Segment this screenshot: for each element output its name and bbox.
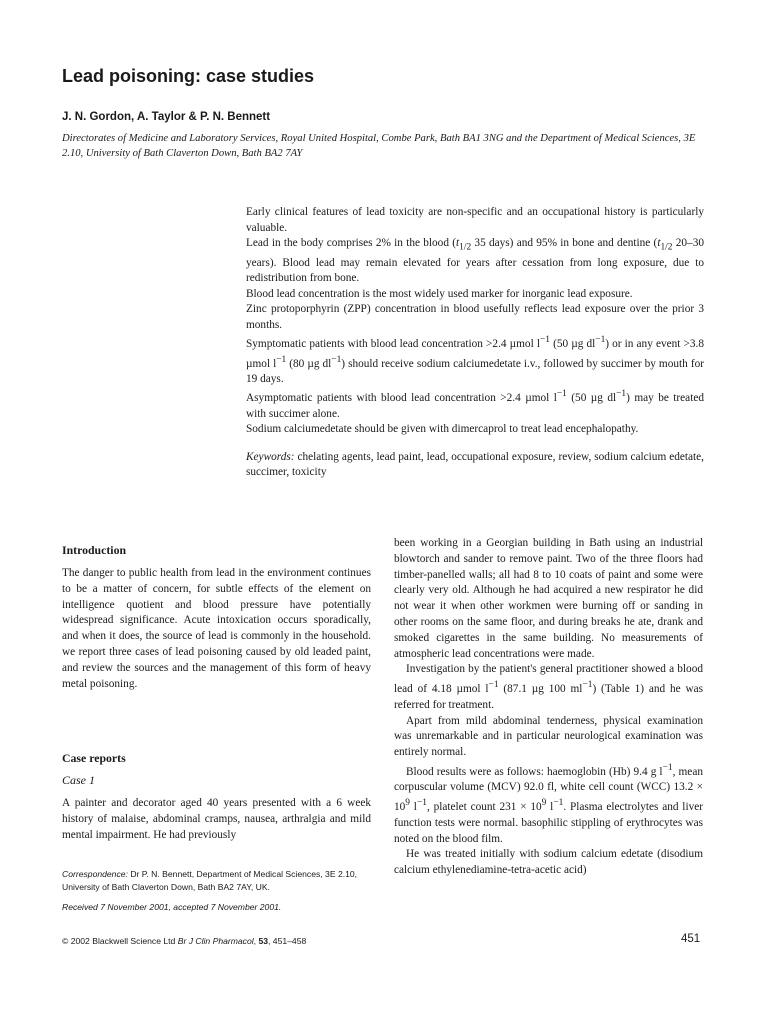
- keywords-text: chelating agents, lead paint, lead, occupational exposure, review, sodium calcium edetate, succimer, toxicity: [246, 450, 704, 479]
- abstract-text: ) or in any event >3.8 µmol l: [246, 338, 704, 370]
- abstract-para-1: Early clinical features of lead toxicity are non-specific and an occupational history is particularly valuable.: [246, 206, 704, 234]
- right-column: [394, 536, 703, 879]
- footer-citation: [62, 936, 306, 946]
- affiliation: Directorates of Medicine and Laboratory Services, Royal United Hospital, Combe Park, Bath BA1 3NG and the Department of Medical Sciences, 3E 2.10, University of Bath Claverton Down, Bath BA2 7AY: [62, 133, 696, 159]
- abstract-text: (80 µg dl: [286, 357, 332, 370]
- superscript: −1: [488, 680, 499, 691]
- abstract-para-4: Zinc protoporphyrin (ZPP) concentration in blood usefully reflects lead exposure over the prior 3 months.: [246, 303, 704, 331]
- keywords: [246, 450, 704, 481]
- body-text: Investigation by the patient's general practitioner showed a blood lead of 4.18 µmol l: [394, 663, 703, 695]
- journal-name: Br J Clin Pharmacol: [177, 936, 254, 946]
- abstract-para-3: Blood lead concentration is the most widely used marker for inorganic lead exposure.: [246, 287, 633, 300]
- abstract-text: ) should receive sodium calciumedetate i.v., followed by succimer by mouth for 19 days.: [246, 357, 704, 385]
- page-number: 451: [681, 933, 701, 945]
- summary-abstract: [246, 205, 704, 481]
- abstract-text: (50 µg dl: [549, 338, 596, 351]
- case-1-heading: Case 1: [62, 773, 95, 787]
- volume-number: 53: [258, 936, 269, 946]
- body-text: Blood results were as follows: haemoglobin (Hb) 9.4 g l: [406, 765, 663, 778]
- t-half-subscript: 1/2: [459, 242, 472, 253]
- page-range: , 451–458: [268, 936, 307, 946]
- right-para-4: [394, 761, 703, 848]
- abstract-text: 35 days) and 95% in bone and dentine (: [471, 237, 658, 249]
- abstract-text: Lead in the body comprises 2% in the blood (: [246, 237, 456, 249]
- right-para-3: Apart from mild abdominal tenderness, physical examination was unremarkable and in particular neurological examination was entirely normal.: [394, 714, 703, 759]
- abstract-para-6: [246, 387, 704, 422]
- right-para-1: been working in a Georgian building in Bath using an industrial blowtorch and sander to remove paint. Two of the three floors had timber-panelled walls; all had 8 to 10 coats of paint and some were clearly very old. Although he had acquired a new respirator he did not wear it when other workmen were burning off or sanding in other rooms on the same floor, and during breaks he ate, drank and smoked cigarettes in the same building. No measurements of atmospheric lead concentrations were made.: [394, 537, 703, 660]
- abstract-text: Symptomatic patients with blood lead concentration >2.4 µmol l: [246, 338, 540, 351]
- body-text: (87.1 µg 100 ml: [498, 682, 583, 695]
- correspondence-note: [62, 868, 377, 893]
- case-reports-heading: Case reports: [62, 751, 126, 765]
- superscript: −1: [582, 680, 593, 691]
- superscript: −1: [556, 389, 567, 400]
- introduction-heading: Introduction: [62, 543, 127, 557]
- superscript: 9: [541, 798, 547, 809]
- superscript: −1: [416, 798, 427, 809]
- body-text: , platelet count 231 × 10: [426, 801, 542, 814]
- abstract-text: Asymptomatic patients with blood lead concentration >2.4 µmol l: [246, 392, 557, 405]
- body-text: ) (Table 1) and he was referred for treatment.: [394, 682, 704, 711]
- body-text: . Plasma electrolytes and liver function tests were normal. basophilic stippling of erythrocytes was noted on the blood film.: [394, 801, 704, 845]
- abstract-para-2: [246, 236, 704, 287]
- superscript: −1: [553, 798, 564, 809]
- superscript: −1: [539, 335, 550, 346]
- case-1-text: A painter and decorator aged 40 years presented with a 6 week history of malaise, abdominal cramps, nausea, arthralgia and mild mental impairment. He had previously: [62, 797, 371, 841]
- superscript: −1: [276, 354, 287, 365]
- correspondence-label: Correspondence:: [62, 869, 128, 879]
- right-para-5: He was treated initially with sodium calcium edetate (disodium calcium ethylenediamine-tetra-acetic acid): [394, 848, 703, 877]
- received-date: Received 7 November 2001, accepted 7 November 2001.: [62, 902, 282, 912]
- correspondence-text: Dr P. N. Bennett, Department of Medical Sciences, 3E 2.10, University of Bath Claverton Down, Bath BA2 7AY, UK.: [62, 869, 358, 892]
- author-list: J. N. Gordon, A. Taylor & P. N. Bennett: [62, 111, 271, 123]
- abstract-text: 20–30 years). Blood lead may remain elevated for years after cessation from long exposure, due to redistribution from bone.: [246, 237, 704, 285]
- body-text: , mean corpuscular volume (MCV) 92.0 fl, white cell count (WCC) 13.2 × 10: [394, 765, 703, 814]
- paper-title: Lead poisoning: case studies: [62, 66, 315, 86]
- superscript: 9: [405, 798, 410, 809]
- t-half-symbol: t: [456, 237, 460, 249]
- superscript: −1: [662, 762, 673, 773]
- abstract-text: ) may be treated with succimer alone.: [246, 392, 705, 420]
- superscript: −1: [331, 354, 342, 365]
- superscript: −1: [616, 389, 627, 400]
- t-half-symbol: t: [657, 237, 661, 249]
- superscript: −1: [595, 335, 606, 346]
- introduction-text: The danger to public health from lead in the environment continues to be a matter of concern, for subtle effects of the element on intelligence quotient and blood pressure have potentially widespread significance. Acute intoxication occurs sporadically, and when it does, the source of lead is commonly in the household. we report three cases of lead poisoning caused by old leaded paint, and review the sources and the management of this form of heavy metal poisoning.: [62, 567, 371, 690]
- body-text: l: [546, 801, 554, 814]
- body-text: l: [410, 801, 417, 814]
- abstract-para-5: [246, 333, 704, 387]
- t-half-subscript: 1/2: [660, 242, 673, 253]
- copyright: © 2002 Blackwell Science Ltd: [62, 936, 178, 946]
- separator: ,: [253, 936, 259, 946]
- keywords-label: Keywords:: [246, 450, 295, 463]
- abstract-para-7: Sodium calciumedetate should be given with dimercaprol to treat lead encephalopathy.: [246, 423, 639, 436]
- abstract-text: (50 µg dl: [566, 392, 617, 405]
- right-para-2: [394, 662, 703, 713]
